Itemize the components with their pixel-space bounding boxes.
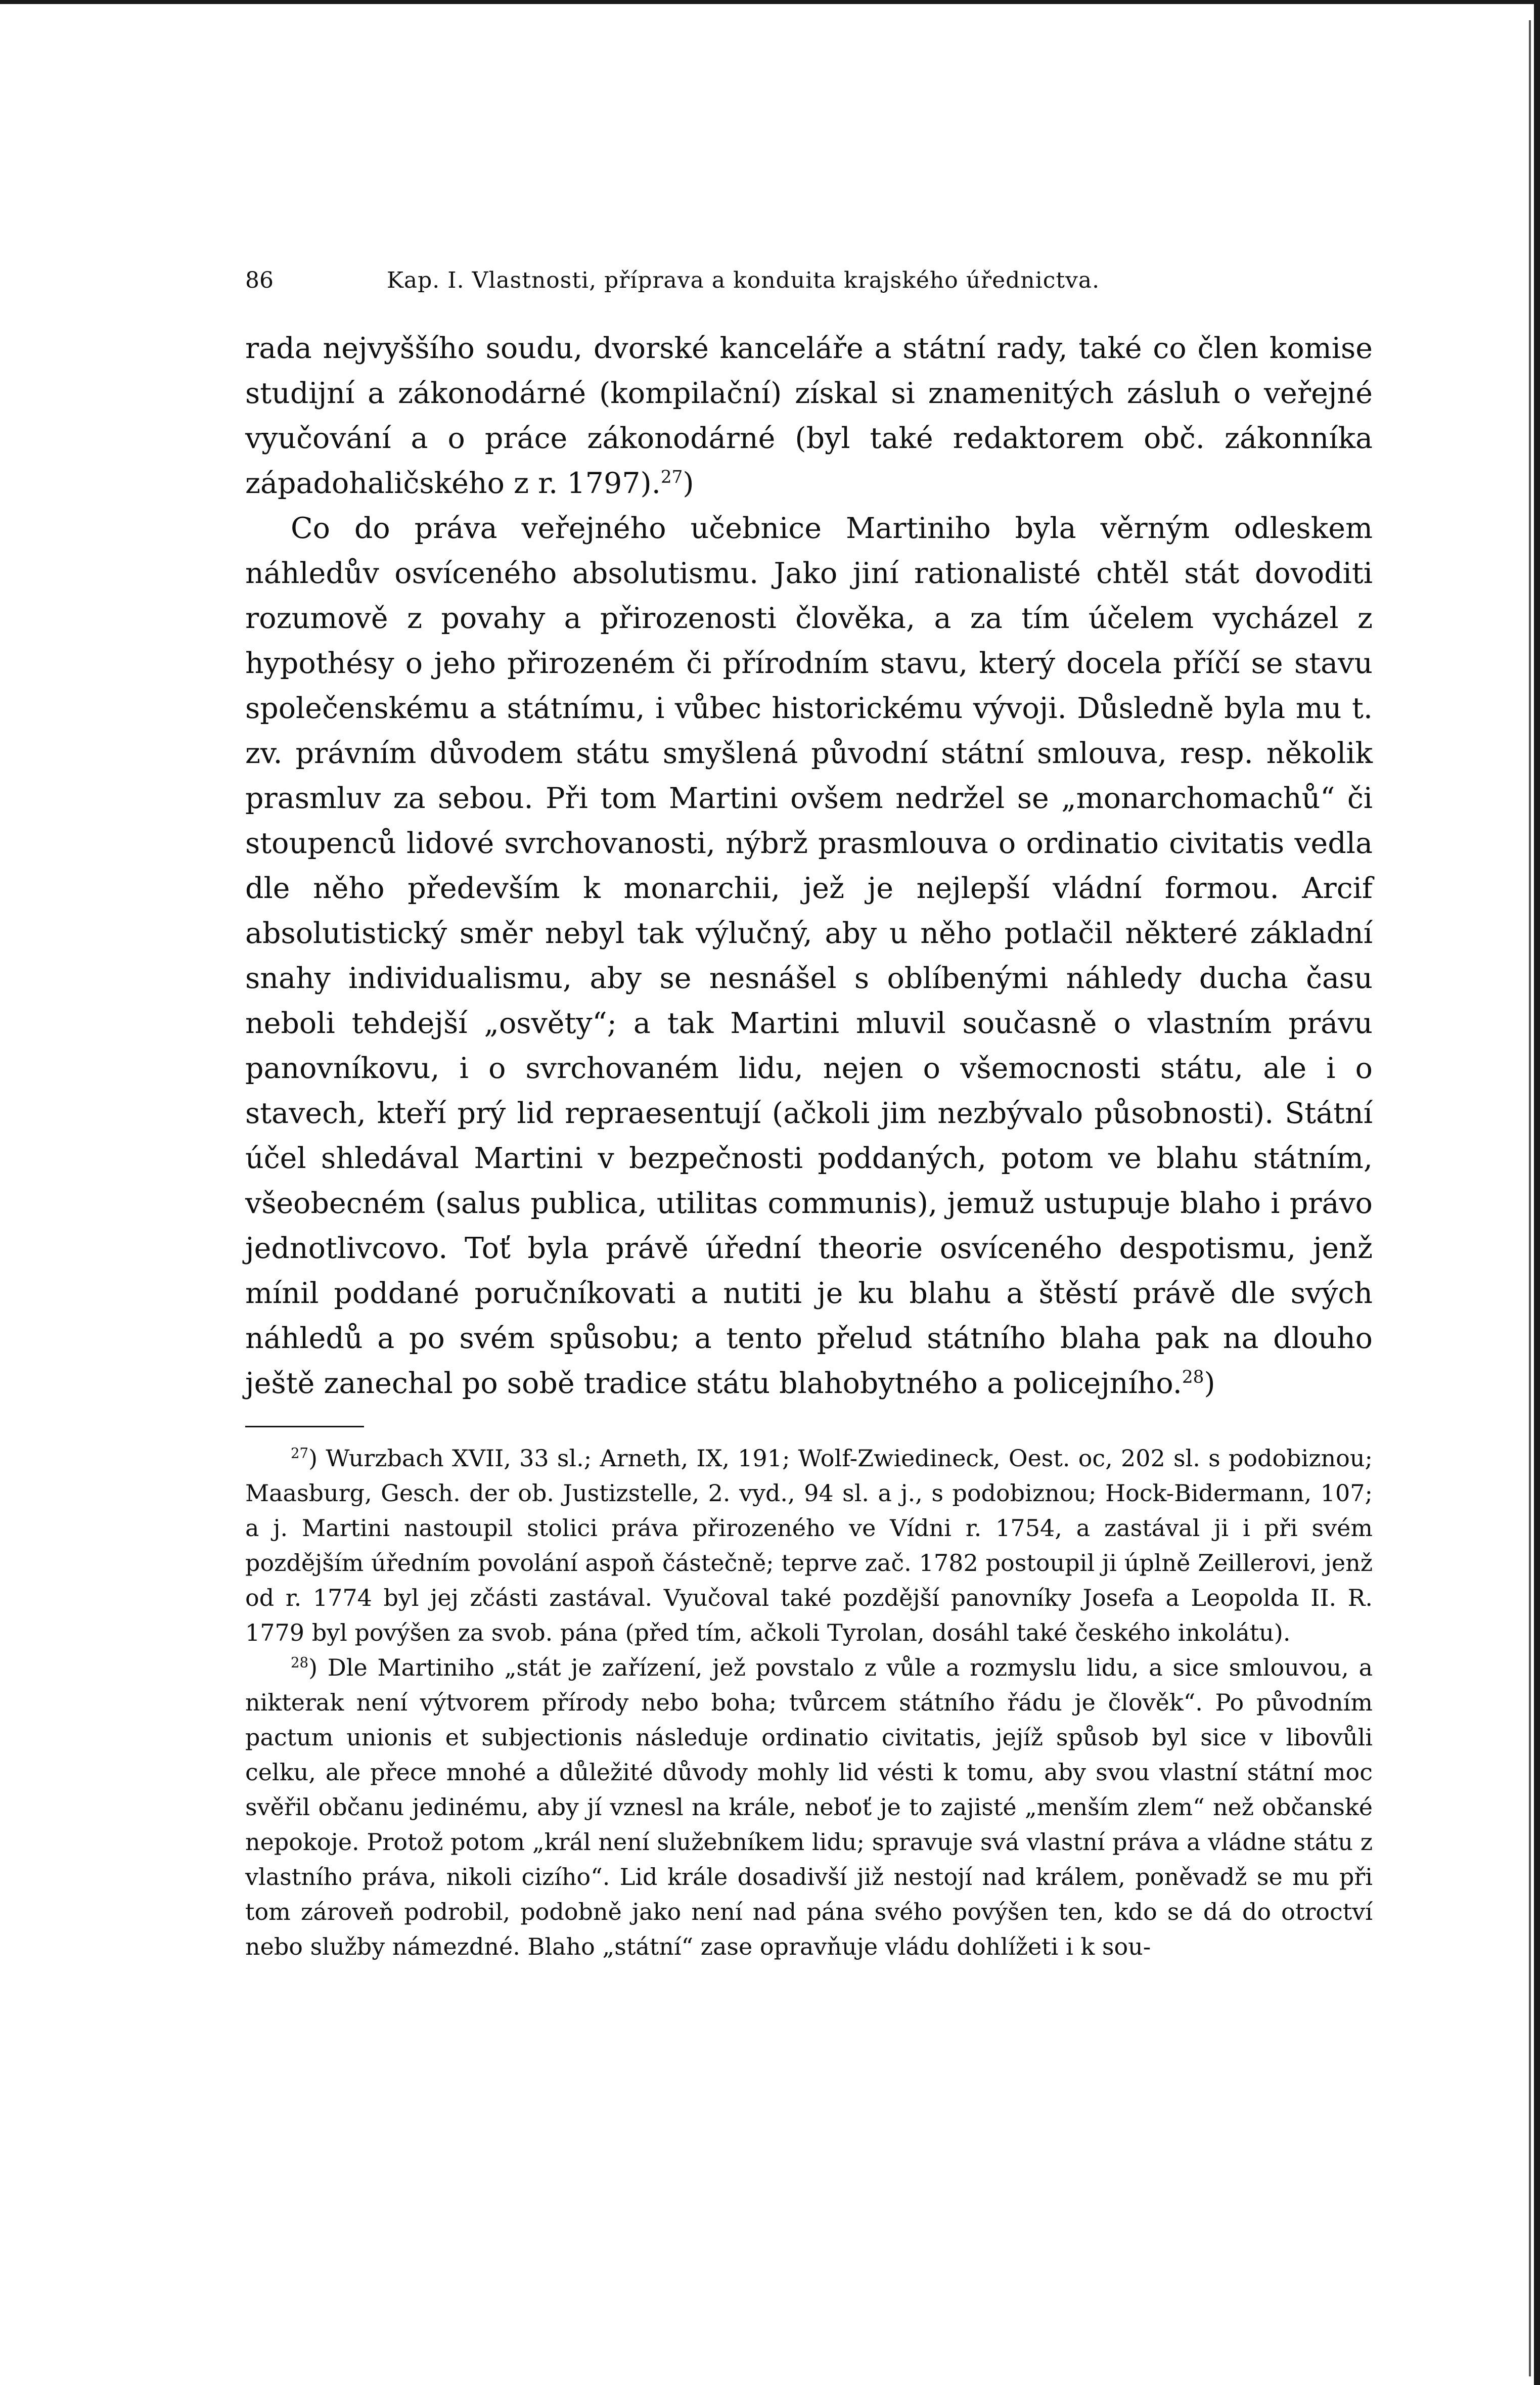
paragraph-2-text: Co do práva veřejného učebnice Martiniho byla věrným odleskem náhledův osvíceného absolutismu. Jako jiní rationalisté chtěl stát dovoditi rozumově z povahy a přirozenosti člověka, a za tím účelem vycházel z hypothésy o jeho přirozeném či přírodním stavu, který docela příčí se stavu společenskému a státnímu, i vůbec historickému vývoji. Důsledně byla mu t. zv. právním důvodem státu smyšlená původní státní smlouva, resp. několik prasmluv za sebou. Při tom Martini ovšem nedržel se „monarchomachů“ či stoupenců lidové svrchovanosti, nýbrž prasmlouva o ordinatio civitatis vedla dle něho především k monarchii, jež je nejlepší vládní formou. Arcif absolutistický směr nebyl tak výlučný, aby u něho potlačil některé základní snahy individualismu, aby se nesnášel s oblíbenými náhledy ducha času neboli tehdejší „osvěty“; a tak Martini mluvil současně o vlastním právu panovníkovu, i o svrchovaném lidu, nejen o všemocnosti státu, ale i o stavech, kteří prý lid repraesentují (ačkoli jim nezbývalo působnosti). Státní účel shledával Martini v bezpečnosti poddaných, potom ve blahu státním, všeobecném (salus publica, utilitas communis), jemuž ustupuje blaho i právo jednotlivcovo. Toť byla právě úřední theorie osvíceného despotismu, jenž mínil poddané poručníkovati a nutiti je ku blahu a štěstí právě dle svých náhledů a po svém spůsobu; a tento přelud státního blaha pak na dlouho ještě zanechal po sobě tradice státu blahobytného a policejního. (245, 512, 1373, 1400)
paragraph-1-text: rada nejvyššího soudu, dvorské kanceláře a státní rady, také co člen komise studijní a zákonodárné (kompilační) získal si znamenitých zásluh o veřejné vyučování a o práce zákonodárné (byl také redaktorem obč. zákonníka západohaličského z r. 1797). (245, 332, 1373, 500)
paragraph-1-close: ) (683, 467, 694, 500)
paragraph-2 (245, 506, 1373, 1406)
paragraph-1 (245, 326, 1373, 506)
footnote-28-mark: 28 (291, 1654, 309, 1671)
footnote-ref-27: 27 (660, 467, 683, 487)
page-edge-right-inner (1529, 20, 1531, 2376)
page-header (245, 260, 1373, 301)
running-title: Kap. I. Vlastnosti, příprava a konduita krajského úřednictva. (387, 267, 1100, 293)
footnote-28-text: ) Dle Martiniho „stát je zařízení, jež povstalo z vůle a rozmyslu lidu, a sice smlouvou, a nikterak není výtvorem přírody nebo boha; tvůrcem státního řádu je člověk“. Po původním pactum unionis et subjectionis následuje ordinatio civitatis, jejíž spůsob byl sice v libovůli celku, ale přece mnohé a důležité důvody mohly lid vésti k tomu, aby svou vlastní státní moc svěřil občanu jedinému, aby jí vznesl na krále, neboť je to zajisté „menším zlem“ než občanské nepokoje. Protož potom „král není služebníkem lidu; spravuje svá vlastní práva a vládne státu z vlastního práva, nikoli cizího“. Lid krále dosadivší již nestojí nad králem, poněvadž se mu při tom zároveň podrobil, podobně jako není nad pána svého povýšen ten, kdo se dá do otroctví nebo služby námezdné. Blaho „státní“ zase opravňuje vládu dohlížeti i k sou- (245, 1654, 1373, 1960)
footnotes (245, 1441, 1373, 1964)
page-edge-top (0, 0, 1540, 4)
footnote-27-mark: 27 (291, 1445, 309, 1462)
footnote-27 (245, 1441, 1373, 1650)
footnote-divider (245, 1426, 364, 1427)
footnote-28 (245, 1650, 1373, 1964)
footnote-ref-28: 28 (1182, 1367, 1204, 1387)
paragraph-2-close: ) (1204, 1367, 1215, 1400)
footnote-27-text: ) Wurzbach XVII, 33 sl.; Arneth, IX, 191; Wolf-Zwiedineck, Oest. oc, 202 sl. s podobiznou; Maasburg, Gesch. der ob. Justizstelle, 2. vyd., 94 sl. a j., s podobiznou; Hock-Bidermann, 107; a j. Martini nastoupil stolici práva přirozeného ve Vídni r. 1754, a zastával ji i při svém pozdějším úředním povolání aspoň částečně; teprve zač. 1782 postoupil ji úplně Zeillerovi, jenž od r. 1774 byl jej zčásti zastával. Vyučoval také pozdější panovníky Josefa a Leopolda II. R. 1779 byl povýšen za svob. pána (před tím, ačkoli Tyrolan, dosáhl také českého inkolátu). (245, 1445, 1373, 1646)
page-edge-right (1534, 0, 1540, 2385)
page-number: 86 (245, 267, 274, 293)
main-text (245, 326, 1373, 1406)
